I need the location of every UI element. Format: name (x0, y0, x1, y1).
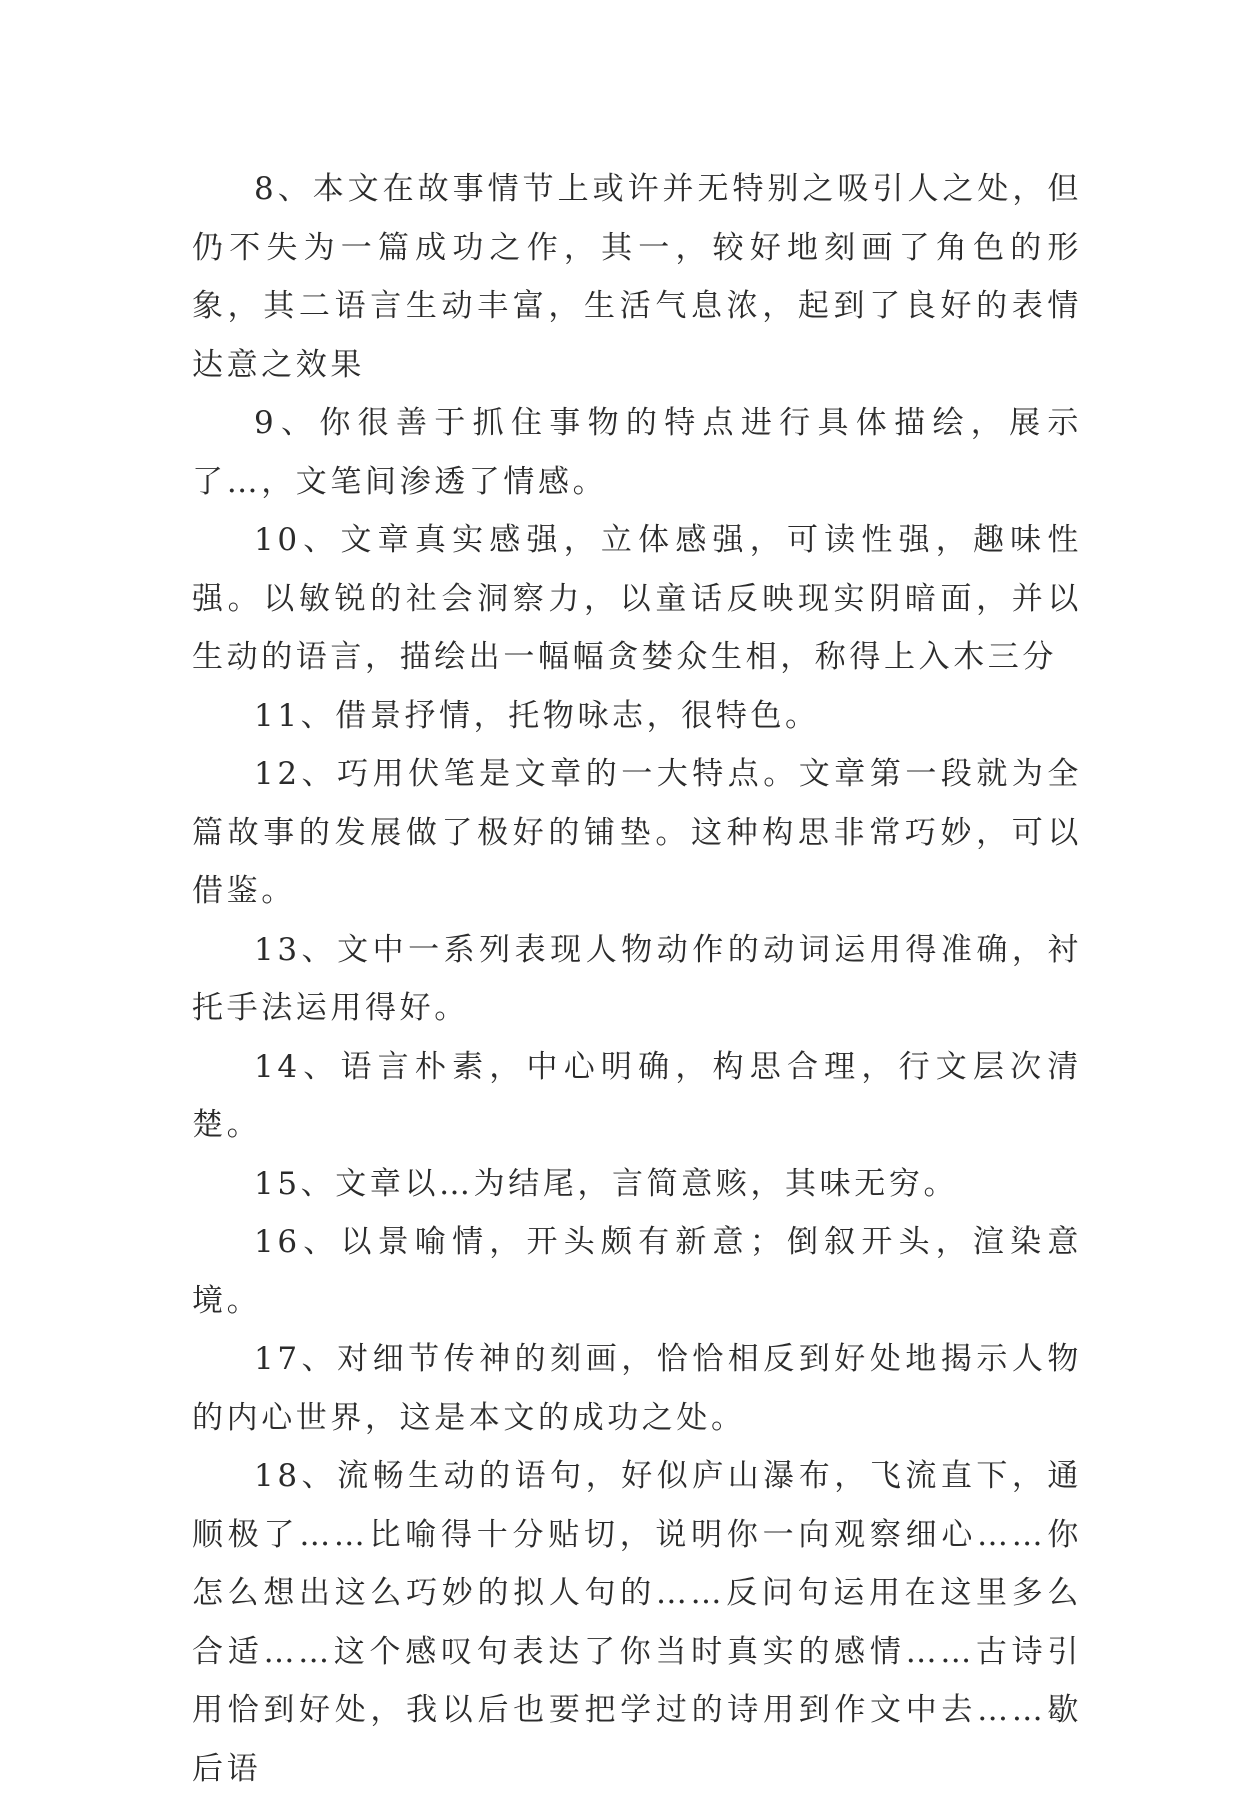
paragraph-8: 8、本文在故事情节上或许并无特别之吸引人之处，但仍不失为一篇成功之作，其一，较好地刻画了角色的形象，其二语言生动丰富，生活气息浓，起到了良好的表情达意之效果 (192, 171, 1082, 383)
paragraph-11: 11、借景抒情，托物咏志，很特色。 (254, 697, 820, 734)
paragraph-17: 17、对细节传神的刻画，恰恰相反到好处地揭示人物的内心世界，这是本文的成功之处。 (192, 1341, 1082, 1436)
document-body (192, 160, 1082, 1798)
paragraph-14: 14、语言朴素，中心明确，构思合理，行文层次清楚。 (192, 1048, 1082, 1143)
paragraph-10: 10、文章真实感强，立体感强，可读性强，趣味性强。以敏锐的社会洞察力，以童话反映现实阴暗面，并以生动的语言，描绘出一幅幅贪婪众生相，称得上入木三分 (192, 522, 1082, 675)
paragraph-13: 13、文中一系列表现人物动作的动词运用得准确，衬托手法运用得好。 (192, 931, 1082, 1026)
paragraph-12: 12、巧用伏笔是文章的一大特点。文章第一段就为全篇故事的发展做了极好的铺垫。这种构思非常巧妙，可以借鉴。 (192, 756, 1082, 909)
paragraph-9: 9、你很善于抓住事物的特点进行具体描绘，展示了…，文笔间渗透了情感。 (192, 405, 1082, 500)
paragraph-18: 18、流畅生动的语句，好似庐山瀑布，飞流直下，通顺极了……比喻得十分贴切，说明你一向观察细心……你怎么想出这么巧妙的拟人句的……反问句运用在这里多么合适……这个感叹句表达了你当时真实的感情……古诗引用恰到好处，我以后也要把学过的诗用到作文中去……歇后语 (192, 1458, 1082, 1787)
paragraph-15: 15、文章以…为结尾，言简意赅，其味无穷。 (254, 1165, 959, 1202)
paragraph-16: 16、以景喻情，开头颇有新意；倒叙开头，渲染意境。 (192, 1224, 1082, 1319)
